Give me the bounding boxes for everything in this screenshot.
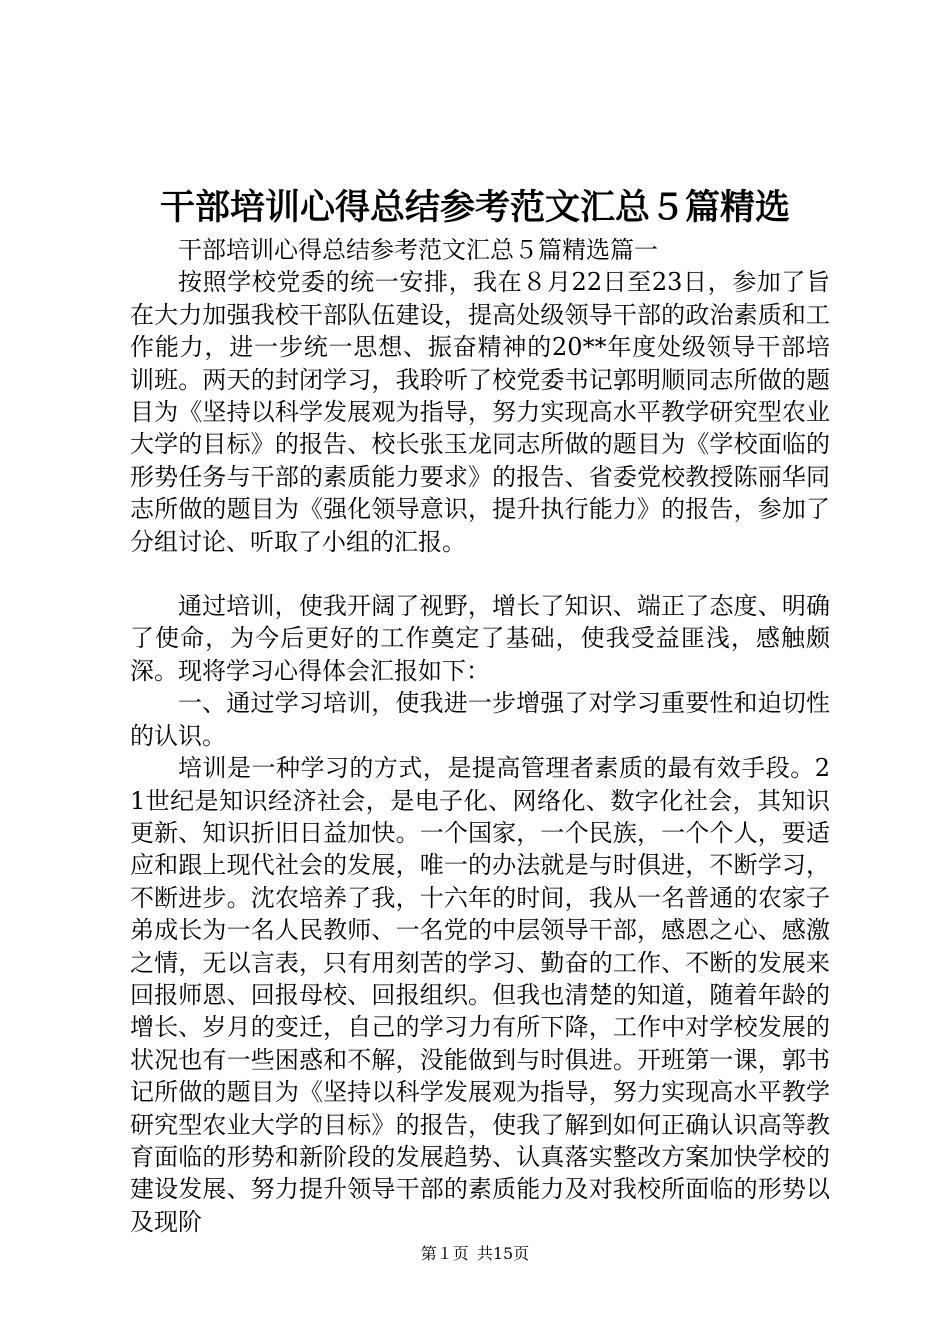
page-total: 共15页 xyxy=(476,1244,530,1263)
page-footer xyxy=(0,1244,950,1264)
body-paragraph: 培训是一种学习的方式，是提高管理者素质的最有效手段。21世纪是知识经济社会，是电子化、网络化、数字化社会，其知识更新、知识折旧日益加快。一个国家，一个民族，一个个人，要适应和跟上现代社会的发展，唯一的办法就是与时俱进，不断学习，不断进步。沈农培养了我，十六年的时间，我从一名普通的农家子弟成长为一名人民教师、一名党的中层领导干部，感恩之心、感激之情，无以言表，只有用刻苦的学习、勤奋的工作、不断的发展来回报师恩、回报母校、回报组织。但我也清楚的知道，随着年龄的增长、岁月的变迁，自己的学习力有所下降，工作中对学校发展的状况也有一些困惑和不解，没能做到与时俱进。开班第一课，郭书记所做的题目为《坚持以科学发展观为指导，努力实现高水平教学研究型农业大学的目标》的报告，使我了解到如何正确认识高等教育面临的形势和新阶段的发展趋势、认真落实整改方案加快学校的建设发展、努力提升领导干部的素质能力及对我校所面临的形势以及现阶 xyxy=(130,754,830,1236)
body-paragraph: 一、通过学习培训，使我进一步增强了对学习重要性和迫切性的认识。 xyxy=(130,689,830,750)
body-paragraph: 按照学校党委的统一安排，我在８月22日至23日，参加了旨在大力加强我校干部队伍建设，提高处级领导干部的政治素质和工作能力，进一步统一思想、振奋精神的20**年度处级领导干部培训班。两天的封闭学习，我聆听了校党委书记郭明顺同志所做的题目为《坚持以科学发展观为指导，努力实现高水平教学研究型农业大学的目标》的报告、校长张玉龙同志所做的题目为《学校面临的形势任务与干部的素质能力要求》的报告、省委党校教授陈丽华同志所做的题目为《强化领导意识，提升执行能力》的报告，参加了分组讨论、听取了小组的汇报。 xyxy=(130,268,830,556)
document-body xyxy=(130,234,830,1238)
page-number: 第１页 xyxy=(420,1244,469,1263)
document-title: 干部培训心得总结参考范文汇总５篇精选 xyxy=(159,187,790,228)
section-heading: 干部培训心得总结参考范文汇总５篇精选篇一 xyxy=(178,236,658,264)
body-paragraph: 通过培训，使我开阔了视野，增长了知识、端正了态度、明确了使命，为今后更好的工作奠定了基础，使我受益匪浅，感触颇深。现将学习心得体会汇报如下： xyxy=(130,592,830,685)
